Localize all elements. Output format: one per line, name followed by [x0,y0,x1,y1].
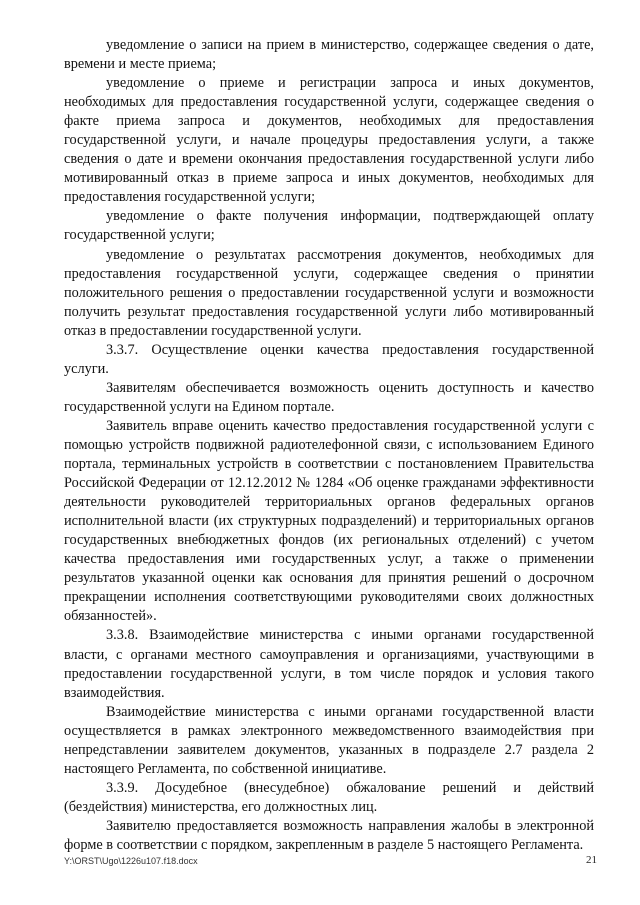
paragraph-quality-assessment-devices: Заявитель вправе оценить качество предоставления государственной услуги с помощью устройств подвижной радиотелефонной связи, с использованием Единого портала, терминальных устройств в соответствии с постановлением Правительства Российской Федерации от 12.12.2012 № 1284 «Об оценке гражданами эффективности деятельности руководителей территориальных органов федеральных органов исполнительной власти (их структурных подразделений) и территориальных органов государственных внебюджетных фондов (их региональных отделений) с учетом качества предоставления ими государственных услуг, а также о применении результатов указанной оценки как основания для принятия решений о досрочном прекращении исполнения соответствующими руководителями своих должностных обязанностей». [64,417,594,625]
paragraph-request-registration-notice: уведомление о приеме и регистрации запроса и иных документов, необходимых для предоставления государственной услуги, содержащее сведения о факте приема запроса и документов, необходимых для предоставления государственной услуги, и начале процедуры предоставления услуги, а также сведения о дате и времени окончания предоставления государственной услуги либо мотивированный отказ в приеме запроса и иных документов, необходимых для предоставления государственной услуги; [64,75,594,206]
paragraph-complaint-submission: Заявителю предоставляется возможность направления жалобы в электронной форме в соответствии с порядком, закрепленным в разделе 5 настоящего Регламента. [64,817,594,853]
section-heading-3-3-8: 3.3.8. Взаимодействие министерства с иными органами государственной власти, с органами местного самоуправления и организациями, участвующими в предоставлении государственной услуги, в том числе порядок и условия такого взаимодействия. [64,627,594,701]
paragraph-quality-assessment: Заявителям обеспечивается возможность оценить доступность и качество государственной услуги на Едином портале. [64,379,594,415]
page-number: 21 [586,854,597,866]
footer-file-path: Y:\ORST\Ugo\1226u107.f18.docx [64,856,198,866]
paragraph-results-notice: уведомление о результатах рассмотрения документов, необходимых для предоставления государственной услуги, содержащее сведения о принятии положительного решения о предоставлении государственной услуги и возможности получить результат предоставления государственной услуги либо мотивированный отказ в предоставлении государственной услуги. [64,246,594,339]
section-heading-3-3-7: 3.3.7. Осуществление оценки качества предоставления государственной услуги. [64,341,594,377]
document-body [64,36,594,855]
paragraph-interagency-interaction: Взаимодействие министерства с иными органами государственной власти осуществляется в рамках электронного межведомственного взаимодействия при непредставлении заявителем документов, указанных в подразделе 2.7 раздела 2 настоящего Регламента, по собственной инициативе. [64,703,594,777]
paragraph-payment-notice: уведомление о факте получения информации, подтверждающей оплату государственной услуги; [64,208,594,244]
paragraph-appointment-notice: уведомление о записи на прием в министерство, содержащее сведения о дате, времени и месте приема; [64,37,594,73]
section-heading-3-3-9: 3.3.9. Досудебное (внесудебное) обжалование решений и действий (бездействия) министерства, его должностных лиц. [64,779,594,815]
